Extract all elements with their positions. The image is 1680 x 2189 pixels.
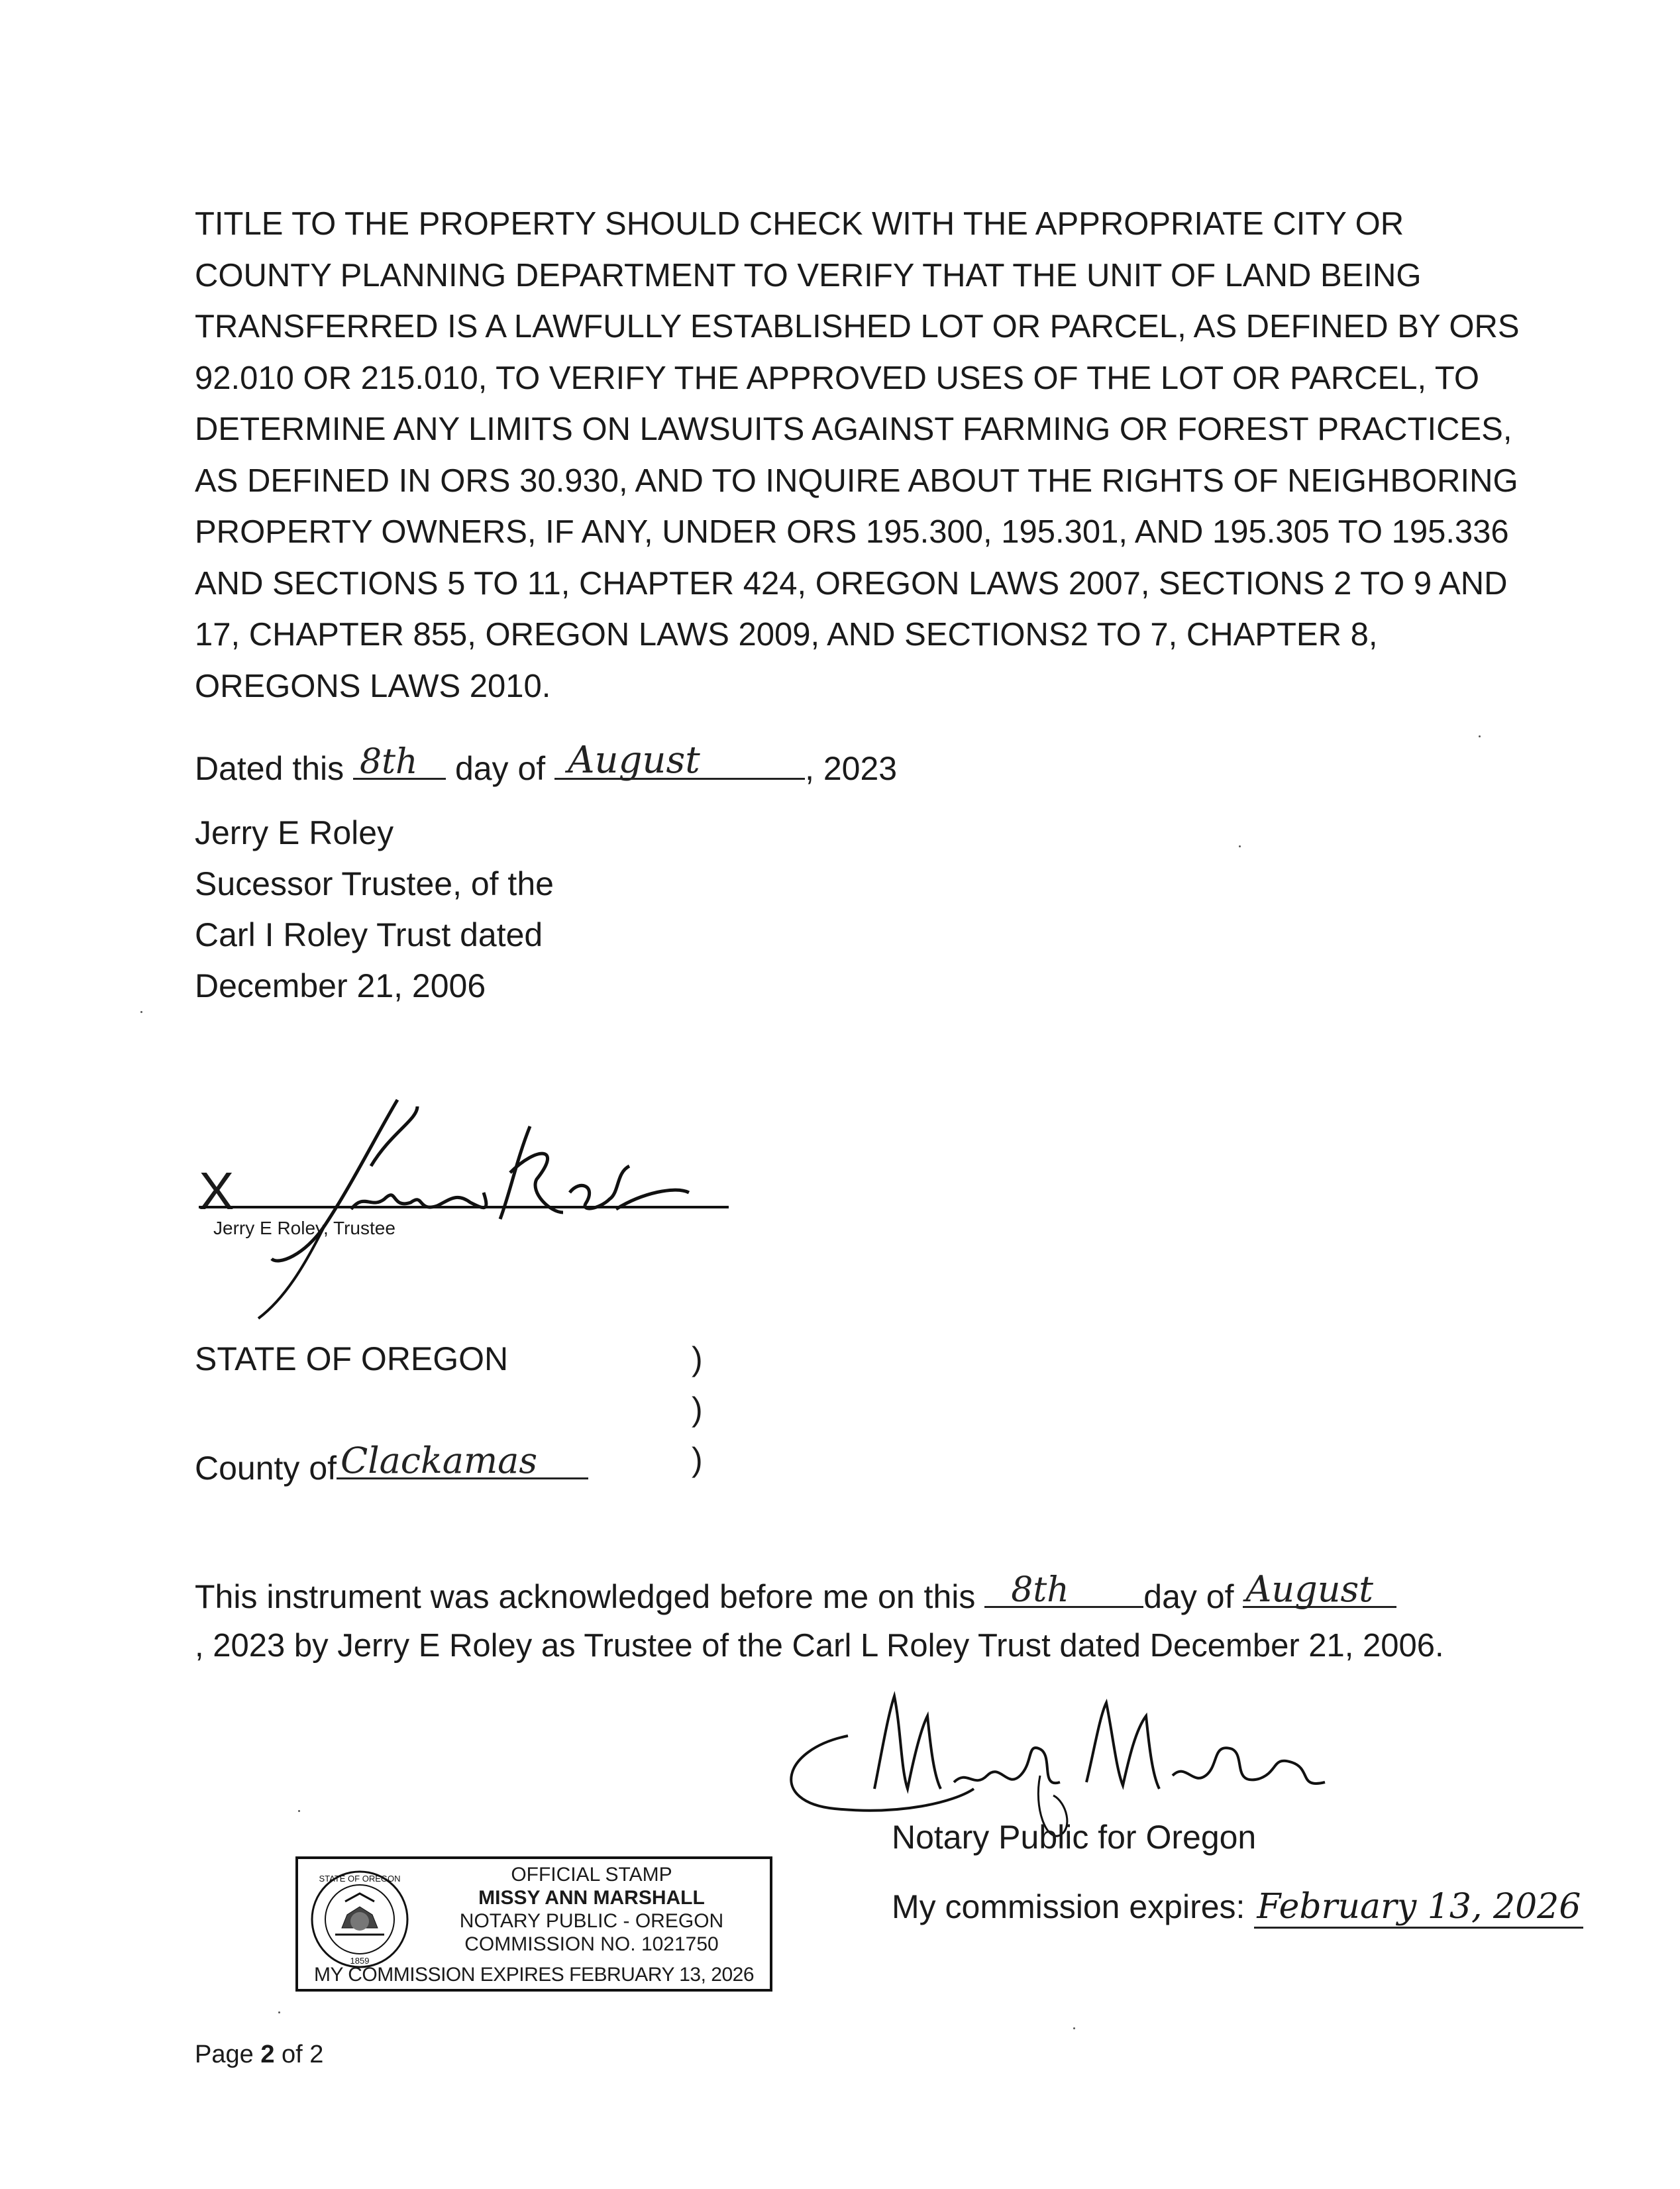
ack-part2: day of	[1143, 1578, 1234, 1615]
signer-name: Jerry E Roley	[195, 814, 394, 851]
venue-paren-3: )	[692, 1441, 703, 1478]
venue-county-blank	[337, 1440, 588, 1479]
commission-expires-line	[892, 1887, 1583, 1927]
acknowledgment-line-1	[195, 1569, 1396, 1616]
dated-day-blank	[353, 741, 446, 780]
page-current: 2	[260, 2041, 275, 2068]
venue-state: STATE OF OREGON	[195, 1340, 509, 1377]
scan-speck	[1479, 735, 1481, 737]
venue-county-line	[195, 1440, 588, 1487]
signer-title: Sucessor Trustee, of the	[195, 865, 554, 902]
ack-day-handwritten: 8th	[1011, 1570, 1069, 1610]
signature-x-mark: X	[199, 1161, 235, 1220]
ack-month-handwritten: August	[1245, 1568, 1373, 1610]
venue-paren-2: )	[692, 1391, 703, 1428]
ack-day-blank	[984, 1569, 1143, 1608]
oregon-state-seal-icon	[309, 1868, 411, 1970]
seal-year: 1859	[350, 1956, 370, 1966]
seal-text: STATE OF OREGON	[319, 1874, 401, 1884]
dated-month-blank	[554, 741, 805, 780]
signer-trust-date: December 21, 2006	[195, 967, 486, 1004]
disclaimer-paragraph: TITLE TO THE PROPERTY SHOULD CHECK WITH THE APPROPRIATE CITY OR COUNTY PLANNING DEPARTMENT TO VERIFY THAT THE UNIT OF LAND BEING TRANSFERRED IS A LAWFULLY ESTABLISHED LOT OR PARCEL, AS DEFINED BY ORS 92.010 OR 215.010, TO VERIFY THE APPROVED USES OF THE LOT OR PARCEL, TO DETERMINE ANY LIMITS ON LAWSUITS AGAINST FARMING OR FOREST PRACTICES, AS DEFINED IN ORS 30.930, AND TO INQUIRE ABOUT THE RIGHTS OF NEIGHBORING PROPERTY OWNERS, IF ANY, UNDER ORS 195.300, 195.301, AND 195.305 TO 195.336 AND SECTIONS 5 TO 11, CHAPTER 424, OREGON LAWS 2007, SECTIONS 2 TO 9 AND 17, CHAPTER 855, OREGON LAWS 2009, AND SECTIONS2 TO 7, CHAPTER 8, OREGONS LAWS 2010.	[195, 206, 1520, 704]
venue-paren-1: )	[692, 1340, 703, 1377]
scan-speck	[1073, 2027, 1075, 2029]
page-total: 2	[309, 2041, 324, 2068]
official-notary-stamp	[295, 1856, 772, 1992]
commission-label: My commission expires:	[892, 1888, 1245, 1925]
stamp-commission-number: COMMISSION NO. 1021750	[464, 1933, 719, 1955]
stamp-expiration: MY COMMISSION EXPIRES FEBRUARY 13, 2026	[313, 1964, 755, 1986]
trustee-signature-scribble	[219, 1093, 696, 1325]
dated-suffix: , 2023	[805, 750, 898, 787]
scan-speck	[140, 1011, 142, 1013]
scan-speck	[1239, 845, 1241, 847]
stamp-notary-name: MISSY ANN MARSHALL	[478, 1887, 705, 1909]
page-number	[195, 2041, 323, 2069]
signature-caption: Jerry E Roley, Trustee	[213, 1218, 395, 1238]
page-prefix: Page	[195, 2041, 254, 2068]
stamp-text-block	[416, 1863, 767, 1956]
stamp-title: OFFICIAL STAMP	[511, 1864, 672, 1886]
venue-county-handwritten: Clackamas	[341, 1440, 538, 1481]
commission-date-handwritten: February 13, 2026	[1254, 1887, 1583, 1929]
notary-public-label: Notary Public for Oregon	[892, 1819, 1257, 1856]
stamp-notary-state: NOTARY PUBLIC - OREGON	[459, 1910, 724, 1932]
ack-month-blank	[1243, 1569, 1396, 1608]
acknowledgment-continuation: , 2023 by Jerry E Roley as Trustee of the Carl L Roley Trust dated December 21, 2006.	[195, 1628, 1444, 1664]
signer-trust: Carl I Roley Trust dated	[195, 916, 543, 953]
dated-prefix: Dated this	[195, 750, 344, 787]
dated-month-handwritten: August	[568, 739, 700, 782]
dated-day-handwritten: 8th	[360, 742, 418, 782]
dated-mid: day of	[454, 750, 546, 787]
page-of: of	[282, 2041, 303, 2068]
dated-line	[195, 741, 897, 788]
ack-part1: This instrument was acknowledged before me on this	[195, 1578, 976, 1615]
venue-county-prefix: County of	[195, 1450, 337, 1487]
scan-speck	[298, 1810, 300, 1812]
scan-speck	[278, 2011, 280, 2013]
